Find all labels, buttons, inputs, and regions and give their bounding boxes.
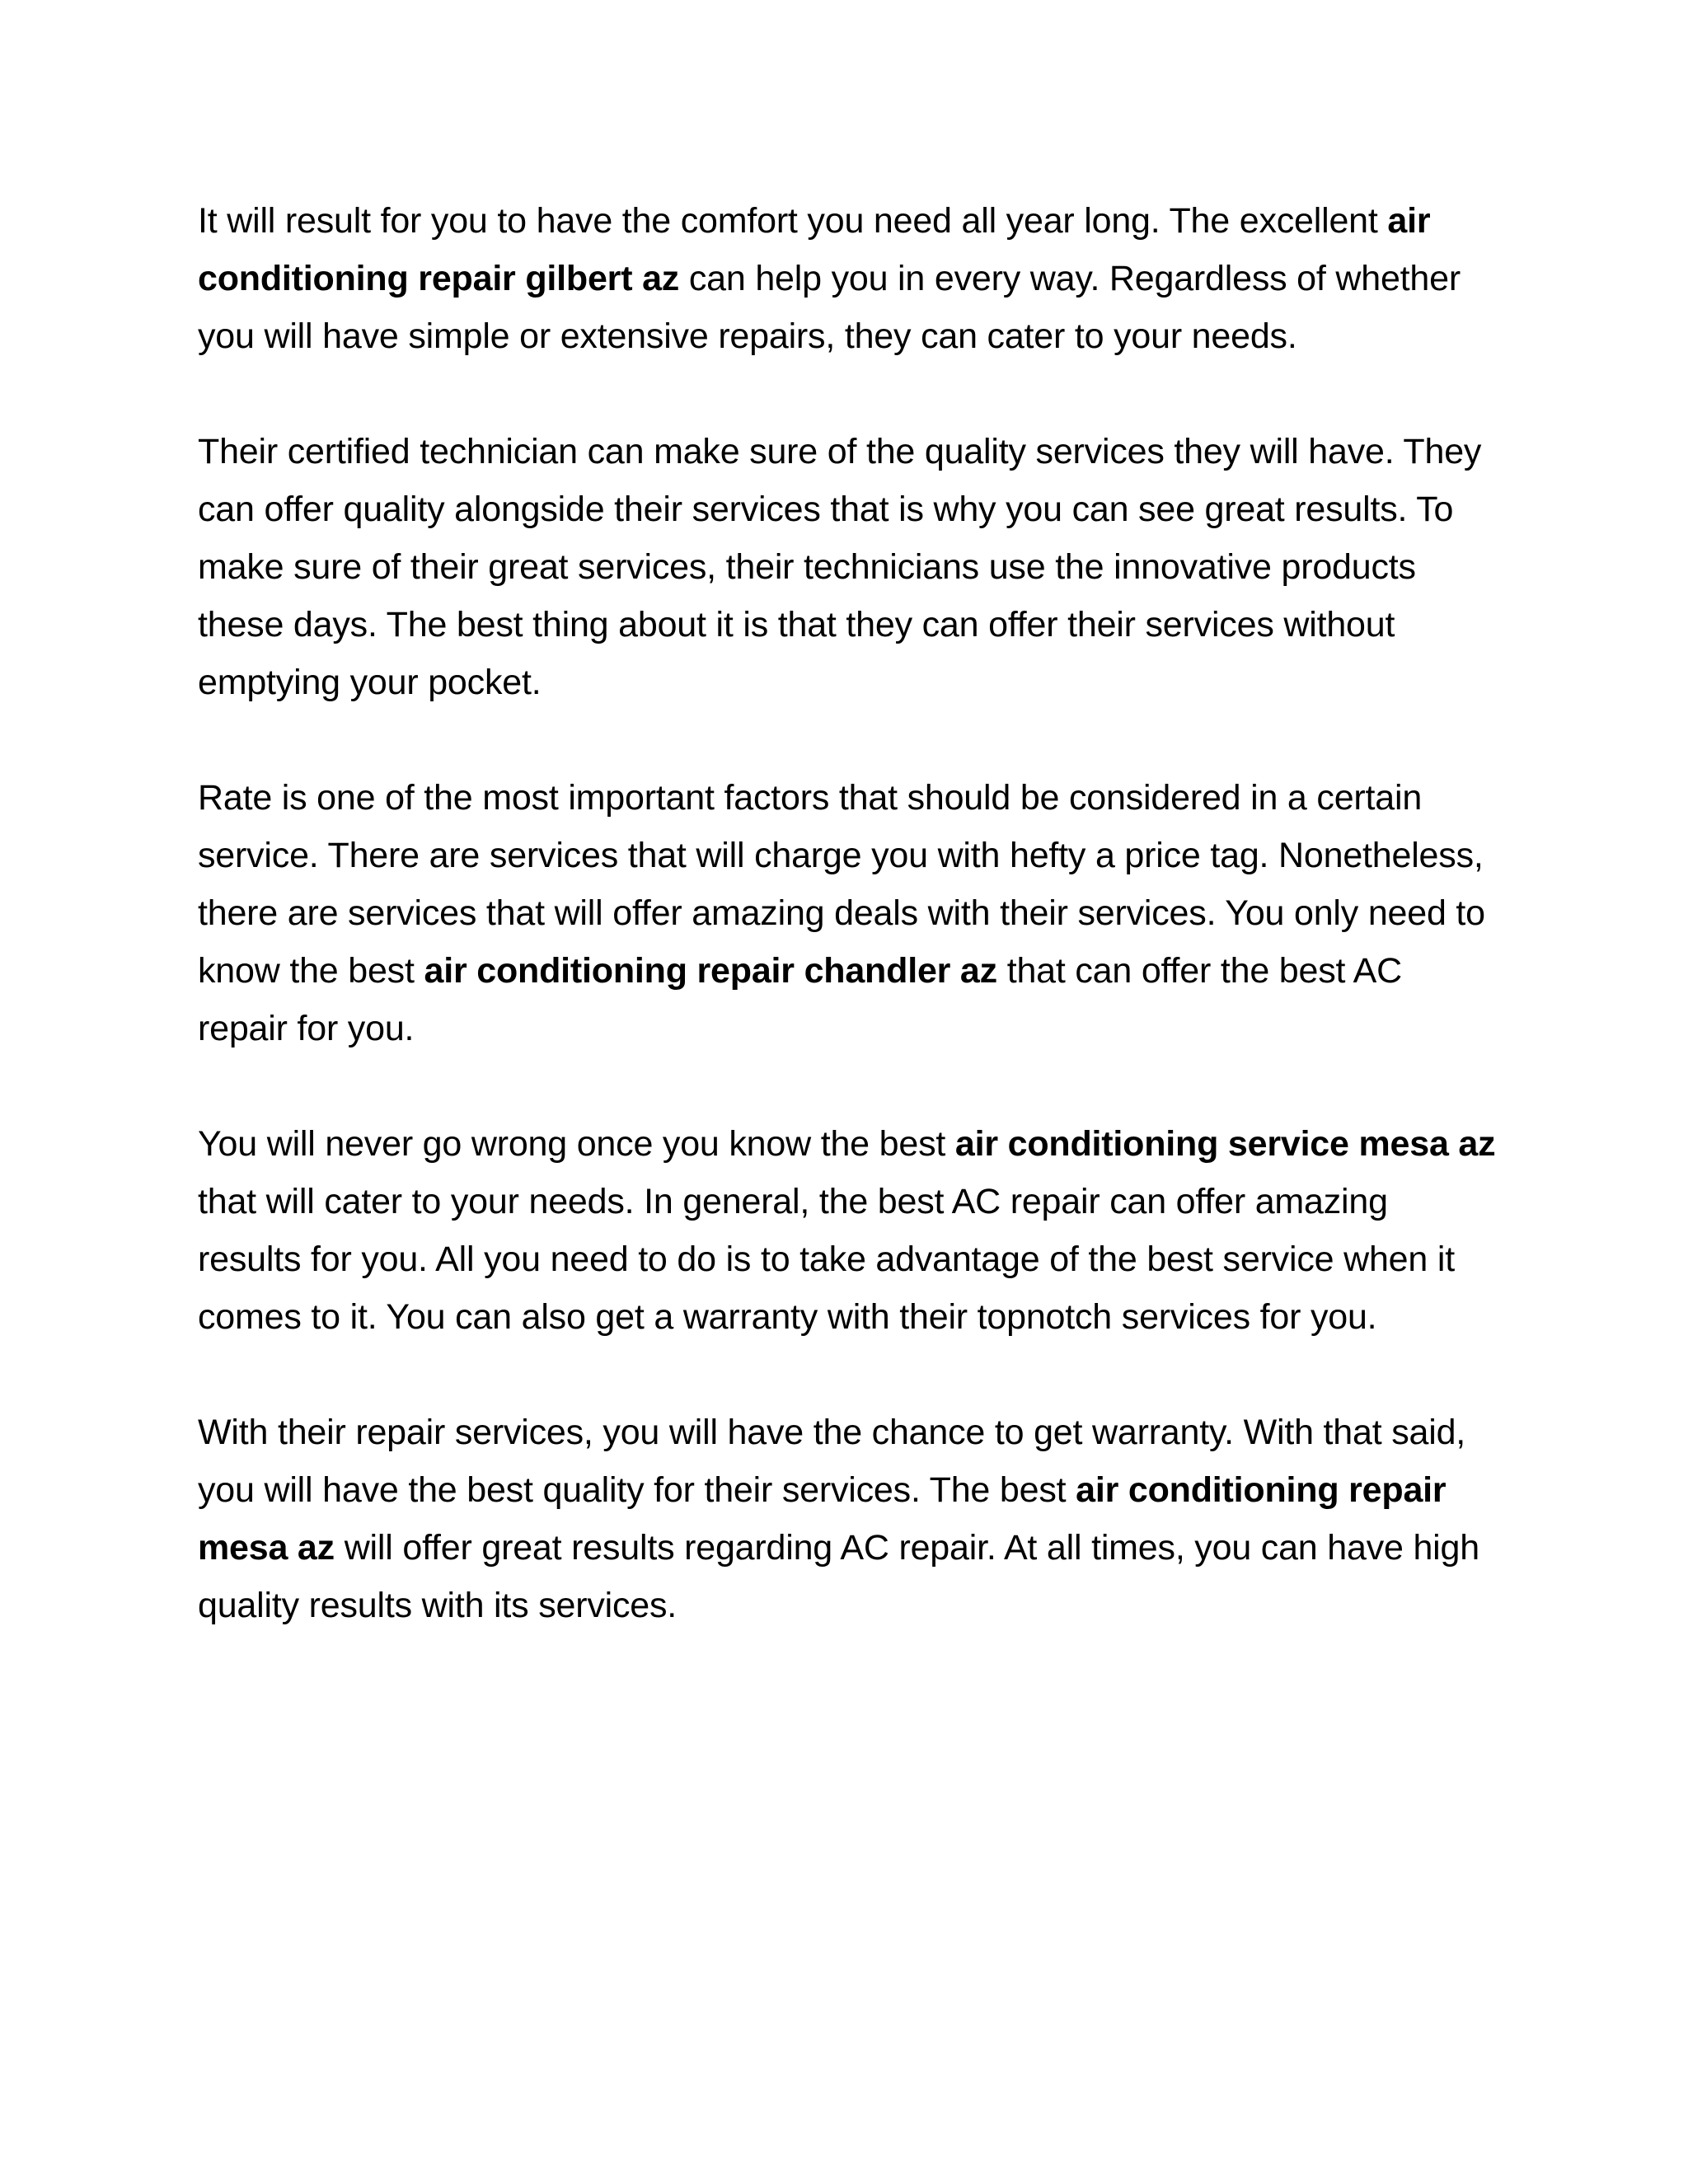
paragraph-text: that will cater to your needs. In general, the best AC repair can offer amazing results for you. All you need to do is to take advantage of the best service when it comes to it. You can also get a warranty with their topnotch services for you.	[198, 1182, 1455, 1337]
keyword-link-text: air conditioning repair chandler az	[424, 951, 997, 991]
paragraph-text: can help you in every way. Regardless of whether you will have simple or extensive repairs, they can cater to your needs.	[198, 259, 1461, 356]
document-body	[198, 192, 1500, 1692]
paragraph-text: With their repair services, you will have the chance to get warranty. With that said, you will have the best quality for their services. The best	[198, 1413, 1466, 1510]
paragraph-5	[198, 1404, 1500, 1634]
paragraph-2	[198, 423, 1500, 711]
keyword-link-text: air conditioning repair gilbert az	[198, 201, 1431, 298]
keyword-link-text: air conditioning repair mesa az	[198, 1470, 1447, 1568]
paragraph-4	[198, 1115, 1500, 1346]
paragraph-text: Their certified technician can make sure of the quality services they will have. They can offer quality alongside their services that is why you can see great results. To make sure of their great services, their technicians use the innovative products these days. The best thing about it is that they can offer their services without emptying your pocket.	[198, 432, 1482, 702]
paragraph-text: Rate is one of the most important factors that should be considered in a certain service. There are services that will charge you with hefty a price tag. Nonetheless, there are services that will offer amazing deals with their services. You only need to know the best	[198, 778, 1485, 991]
keyword-link-text: air conditioning service mesa az	[954, 1124, 1496, 1164]
paragraph-text: You will never go wrong once you know the best	[198, 1124, 955, 1164]
paragraph-text: that can offer the best AC repair for you.	[198, 951, 1402, 1048]
paragraph-text: It will result for you to have the comfort you need all year long. The excellent	[198, 201, 1388, 241]
paragraph-1	[198, 192, 1500, 365]
paragraph-3	[198, 769, 1500, 1057]
paragraph-text: will offer great results regarding AC repair. At all times, you can have high quality results with its services.	[198, 1528, 1479, 1625]
